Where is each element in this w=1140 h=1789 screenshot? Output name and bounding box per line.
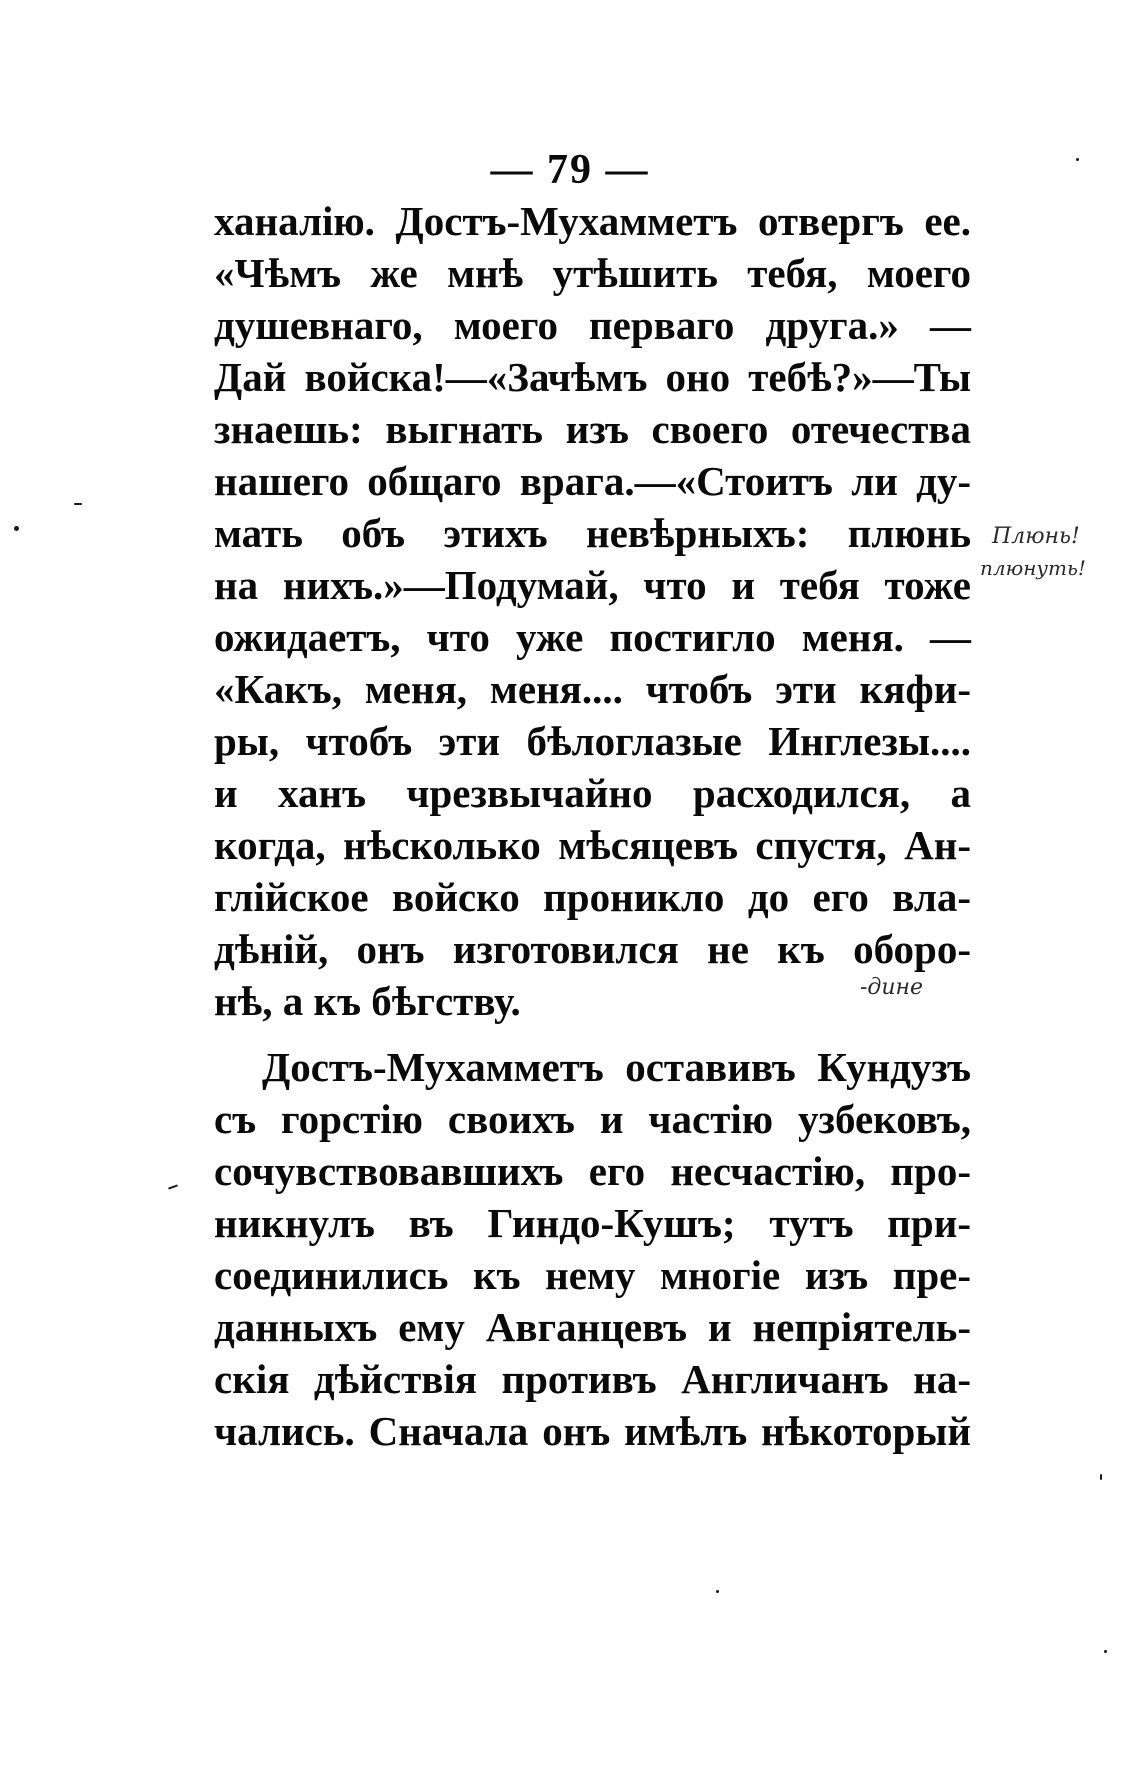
ink-speck bbox=[1104, 1650, 1107, 1653]
text-line: данныхъ ему Авганцевъ и непріятель- bbox=[214, 1304, 971, 1350]
ink-speck bbox=[1076, 158, 1079, 161]
handwritten-margin-note: -дине bbox=[860, 975, 924, 1000]
text-line: чались. Сначала онъ имѣлъ нѣкоторый bbox=[214, 1408, 971, 1454]
text-line: глійское войско проникло до его вла- bbox=[214, 874, 971, 920]
text-line: сочувствовавшихъ его несчастію, про- bbox=[214, 1148, 971, 1194]
text-line: «Какъ, меня, меня.... чтобъ эти кяфи- bbox=[214, 666, 971, 712]
text-line: нѣ, а къ бѣгству. bbox=[214, 978, 521, 1024]
text-line: на нихъ.»—Подумай, что и тебя тоже bbox=[214, 562, 971, 608]
text-line: дѣній, онъ изготовился не къ оборо- bbox=[214, 926, 971, 972]
ink-speck bbox=[716, 1590, 719, 1593]
page-number: — 79 — bbox=[490, 147, 650, 193]
text-line: Дай войска!—«Зачѣмъ оно тебѣ?»—Ты bbox=[214, 354, 971, 400]
text-line: соединились къ нему многіе изъ пре- bbox=[214, 1252, 971, 1298]
text-line: и ханъ чрезвычайно расходился, а bbox=[214, 770, 971, 816]
text-line: съ горстію своихъ и частію узбековъ, bbox=[214, 1096, 971, 1142]
text-line: ханалію. Достъ-Мухамметъ отвергъ ее. bbox=[214, 198, 971, 244]
text-line: ры, чтобъ эти бѣлоглазые Инглезы.... bbox=[214, 718, 971, 764]
ink-speck bbox=[168, 1184, 178, 1189]
ink-speck bbox=[1100, 1474, 1102, 1480]
text-line: когда, нѣсколько мѣсяцевъ спустя, Ан- bbox=[214, 822, 971, 868]
text-line: знаешь: выгнать изъ своего отечества bbox=[214, 406, 971, 452]
text-line: мать объ этихъ невѣрныхъ: плюнь bbox=[214, 510, 971, 556]
text-line: душевнаго, моего перваго друга.» — bbox=[214, 302, 971, 348]
text-line: «Чѣмъ же мнѣ утѣшить тебя, моего bbox=[214, 250, 971, 296]
ink-speck bbox=[74, 503, 82, 505]
handwritten-margin-note: Плюнь! bbox=[992, 524, 1080, 549]
paragraph-first-line: Достъ-Мухамметъ оставивъ Кундузъ bbox=[262, 1044, 971, 1090]
text-line: скія дѣйствія противъ Англичанъ на- bbox=[214, 1356, 971, 1402]
text-line: никнулъ въ Гиндо-Кушъ; тутъ при- bbox=[214, 1200, 971, 1246]
ink-speck bbox=[14, 526, 19, 531]
text-line: ожидаетъ, что уже постигло меня. — bbox=[214, 614, 971, 660]
text-line: нашего общаго врага.—«Стоитъ ли ду- bbox=[214, 458, 971, 504]
handwritten-margin-note: плюнуть! bbox=[980, 556, 1086, 580]
